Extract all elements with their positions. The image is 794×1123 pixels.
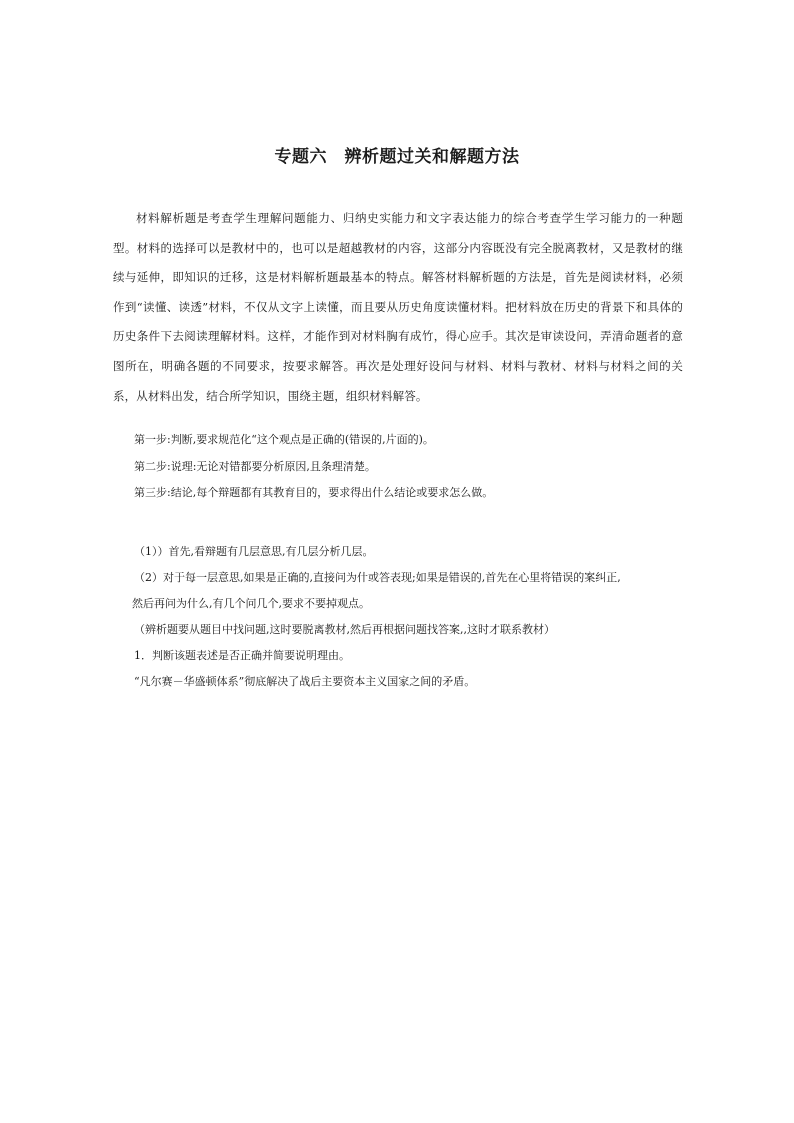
tip-note: （辨析题要从题目中找问题,这时要脱离教材,然后再根据问题找答案,,这时才联系教材）	[134, 623, 555, 636]
step-1: 第一步:判断,要求规范化“这个观点是正确的(错误的,片面的)。	[134, 433, 434, 446]
step-3: 第三步:结论,每个辩题都有其教育目的，要求得出什么结论或要求怎么做。	[134, 486, 494, 499]
page-title: 专题六 辨析题过关和解题方法	[274, 147, 520, 167]
tip-2: （2）对于每一层意思,如果是正确的,直接问为什或答表现;如果是错误的,首先在心里将错误的案纠正,	[134, 571, 621, 584]
question-1-statement: “凡尔赛－华盛顿体系”彻底解决了战后主要资本主义国家之间的矛盾。	[134, 675, 476, 688]
tip-2-continued: 然后再问为什么,有几个问几个,要求不要掉观点。	[132, 597, 370, 610]
analysis-tips	[134, 539, 704, 695]
step-2: 第二步:说理:无论对错都要分析原因,且条理清楚。	[134, 459, 376, 473]
intro-paragraph: 材料解析题是考查学生理解问题能力、归纳史实能力和文字表达能力的综合考查学生学习能力的一种题型。材料的选择可以是教材中的，也可以是超越教材的内容，这部分内容既没有完全脱离教材，又是教材的继续与延伸，即知识的迁移，这是材料解析题最基本的特点。解答材料解析题的方法是，首先是阅读材料，必须作到“读懂、读透”材料，不仅从文字上读懂，而且要从历史角度读懂材料。把材料放在历史的背景下和具体的历史条件下去阅读理解材料。这样，才能作到对材料胸有成竹，得心应手。其次是审读设问，弄清命题者的意图所在，明确各题的不同要求，按要求解答。再次是处理好设问与材料、材料与教材、材料与材料之间的关系，从材料出发，结合所学知识，围绕主题，组织材料解答。	[113, 211, 683, 403]
tip-1: （1））首先,看辩题有几层意思,有几层分析几层。	[134, 545, 374, 558]
answer-steps	[134, 427, 694, 507]
question-1: 1．判断该题表述是否正确并简要说明理由。	[134, 649, 350, 662]
